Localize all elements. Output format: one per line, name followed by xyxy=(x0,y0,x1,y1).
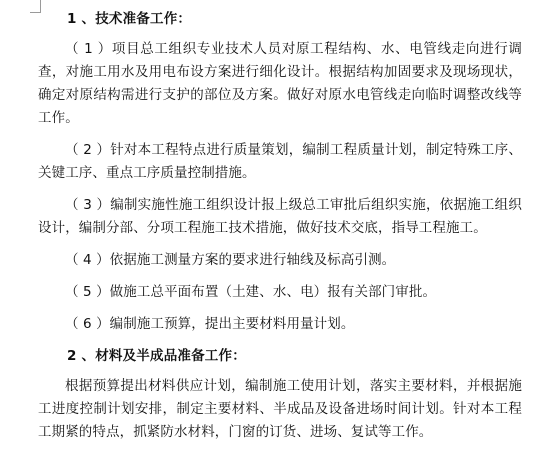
paragraph-item-2: （ 2 ）针对本工程特点进行质量策划，编制工程质量计划，制定特殊工序、关键工序、重点工序质量控制措施。 xyxy=(38,142,522,181)
section-heading-material-preparation: 2 、材料及半成品准备工作： xyxy=(67,348,246,364)
paragraph-item-3: （ 3 ）编制实施性施工组织设计报上级总工审批后组织实施，依据施工组织设计，编制分部、分项工程施工技术措施，做好技术交底，指导工程施工。 xyxy=(38,197,522,236)
paragraph-item-1: （ 1 ）项目总工组织专业技术人员对原工程结构、水、电管线走向进行调查，对施工用水及用电布设方案进行细化设计。根据结构加固要求及现场现状，确定对原结构需进行支护的部位及方案。做好对原水电管线走向临时调整改线等工作。 xyxy=(38,41,522,126)
paragraph-item-6: （ 6 ）编制施工预算，提出主要材料用量计划。 xyxy=(65,316,355,332)
paragraph-item-5: （ 5 ）做施工总平面布置（土建、水、电）报有关部门审批。 xyxy=(65,284,437,300)
section-heading-technical-preparation: 1 、技术准备工作： xyxy=(67,11,192,27)
paragraph-material-plan: 根据预算提出材料供应计划，编制施工使用计划，落实主要材料，并根据施工进度控制计划安排，制定主要材料、半成品及设备进场时间计划。针对本工程工期紧的特点，抓紧防水材料，门窗的订货、进场、复试等工作。 xyxy=(38,378,522,440)
paragraph-item-4: （ 4 ）依据施工测量方案的要求进行轴线及标高引测。 xyxy=(65,252,396,268)
document-content xyxy=(38,8,522,453)
